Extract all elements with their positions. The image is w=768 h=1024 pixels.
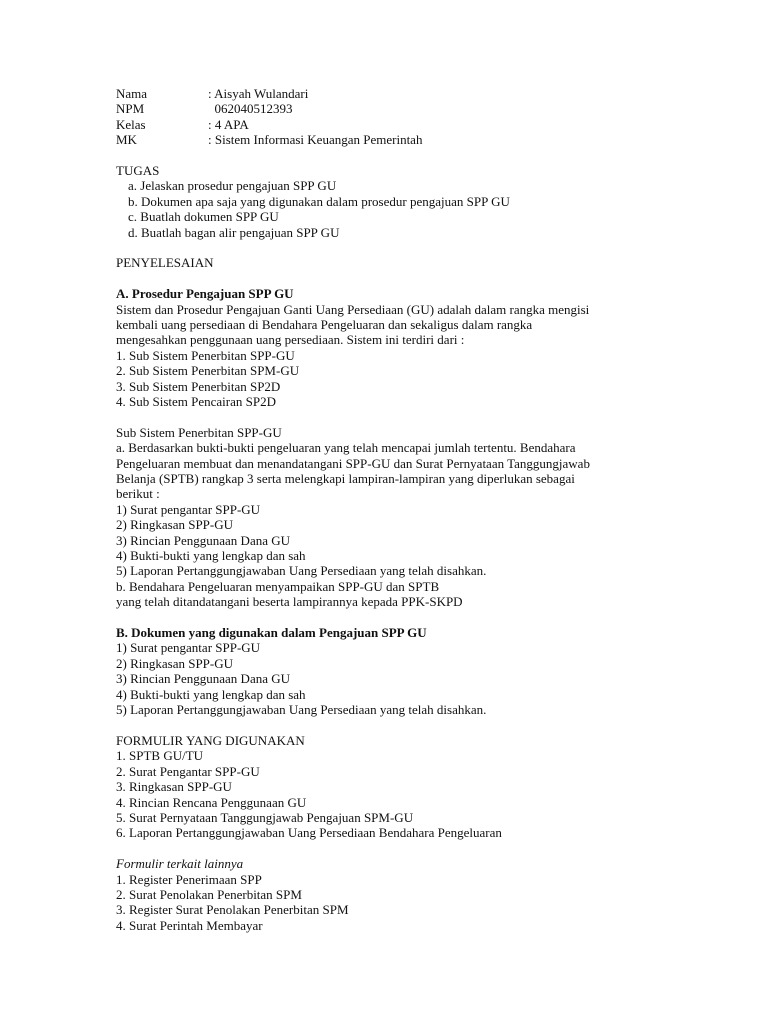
spacer (116, 841, 676, 856)
tugas-block (116, 163, 676, 240)
sub-sistem-heading: Sub Sistem Penerbitan SPP-GU (116, 424, 282, 440)
document-item: 4) Bukti-bukti yang lengkap dan sah (116, 686, 306, 702)
subsystem-item: 3. Sub Sistem Penerbitan SP2D (116, 378, 281, 394)
identity-value: : Aisyah Wulandari (208, 86, 309, 101)
attachment-item: 2) Ringkasan SPP-GU (116, 517, 234, 533)
formulir-terkait-block (116, 856, 676, 933)
paragraph-a-line: Pengeluaran membuat dan menandatangani SPP-GU dan Surat Pernyataan Tanggungjawab (116, 455, 590, 471)
attachment-item: 4) Bukti-bukti yang lengkap dan sah (116, 548, 306, 564)
section-a-intro-line: kembali uang persediaan di Bendahara Pengeluaran dan sekaligus dalam rangka (116, 316, 533, 332)
formulir-terkait-heading: Formulir terkait lainnya (116, 856, 244, 872)
document-item: 1) Surat pengantar SPP-GU (116, 640, 261, 656)
formulir-item: 6. Laporan Pertanggungjawaban Uang Persediaan Bendahara Pengeluaran (116, 825, 502, 841)
paragraph-a-line: a. Berdasarkan bukti-bukti pengeluaran yang telah mencapai jumlah tertentu. Bendahara (116, 440, 576, 456)
tugas-item: c. Buatlah dokumen SPP GU (128, 209, 279, 225)
identity-label: MK (116, 132, 137, 148)
tugas-item: b. Dokumen apa saja yang digunakan dalam prosedur pengajuan SPP GU (128, 193, 510, 209)
document-item: 3) Rincian Penggunaan Dana GU (116, 671, 291, 687)
formulir-item: 3. Ringkasan SPP-GU (116, 779, 232, 795)
section-a-intro-line: mengesahkan penggunaan uang persediaan. Sistem ini terdiri dari : (116, 332, 465, 348)
subsystem-item: 2. Sub Sistem Penerbitan SPM-GU (116, 363, 300, 379)
penyelesaian-heading: PENYELESAIAN (116, 255, 214, 271)
formulir-item: 1. SPTB GU/TU (116, 748, 204, 764)
subsystem-item: 1. Sub Sistem Penerbitan SPP-GU (116, 347, 295, 363)
attachment-item: 3) Rincian Penggunaan Dana GU (116, 532, 291, 548)
identity-value: : Sistem Informasi Keuangan Pemerintah (208, 132, 423, 148)
identity-row-kelas (116, 117, 676, 132)
tugas-item: a. Jelaskan prosedur pengajuan SPP GU (128, 178, 337, 194)
formulir-block (116, 733, 676, 841)
section-a-intro-line: Sistem dan Prosedur Pengajuan Ganti Uang Persediaan (GU) adalah dalam rangka mengisi (116, 301, 590, 317)
document-item: 5) Laporan Pertanggungjawaban Uang Persediaan yang telah disahkan. (116, 702, 487, 718)
paragraph-a-line: berikut : (116, 486, 160, 502)
formulir-item: 4. Rincian Rencana Penggunaan GU (116, 794, 307, 810)
tugas-item: d. Buatlah bagan alir pengajuan SPP GU (128, 224, 340, 240)
paragraph-b-line: b. Bendahara Pengeluaran menyampaikan SPP-GU dan SPTB (116, 578, 440, 594)
identity-block (116, 86, 676, 148)
identity-label: Nama (116, 86, 148, 101)
section-a (116, 286, 676, 610)
identity-row-nama (116, 86, 676, 101)
formulir-terkait-item: 3. Register Surat Penolakan Penerbitan SPM (116, 902, 349, 918)
paragraph-b-line: yang telah ditandatangani beserta lampirannya kepada PPK-SKPD (116, 594, 463, 610)
document-item: 2) Ringkasan SPP-GU (116, 655, 234, 671)
section-b-heading: B. Dokumen yang digunakan dalam Pengajuan SPP GU (116, 625, 427, 641)
spacer (116, 271, 676, 286)
paragraph-a-line: Belanja (SPTB) rangkap 3 serta melengkapi lampiran-lampiran yang diperlukan sebagai (116, 471, 575, 487)
formulir-terkait-item: 4. Surat Perintah Membayar (116, 917, 263, 933)
identity-label: NPM (116, 101, 145, 117)
attachment-item: 1) Surat pengantar SPP-GU (116, 501, 261, 517)
spacer (116, 718, 676, 733)
subsystem-item: 4. Sub Sistem Pencairan SP2D (116, 394, 276, 410)
formulir-heading: FORMULIR YANG DIGUNAKAN (116, 732, 305, 748)
formulir-terkait-item: 1. Register Penerimaan SPP (116, 871, 262, 887)
formulir-terkait-item: 2. Surat Penolakan Penerbitan SPM (116, 886, 302, 902)
section-a-heading: A. Prosedur Pengajuan SPP GU (116, 286, 294, 302)
spacer (116, 409, 676, 424)
tugas-heading: TUGAS (116, 162, 160, 178)
spacer (116, 148, 676, 163)
spacer (116, 240, 676, 255)
spacer (116, 610, 676, 625)
identity-value: 062040512393 (208, 101, 293, 117)
attachment-item: 5) Laporan Pertanggungjawaban Uang Persediaan yang telah disahkan. (116, 563, 487, 579)
identity-label: Kelas (116, 116, 146, 132)
document-body (116, 86, 676, 933)
identity-row-npm (116, 101, 676, 116)
formulir-item: 5. Surat Pernyataan Tanggungjawab Pengajuan SPM-GU (116, 809, 414, 825)
formulir-item: 2. Surat Pengantar SPP-GU (116, 763, 260, 779)
section-b (116, 625, 676, 717)
identity-value: : 4 APA (208, 116, 249, 132)
identity-row-mk (116, 132, 676, 147)
